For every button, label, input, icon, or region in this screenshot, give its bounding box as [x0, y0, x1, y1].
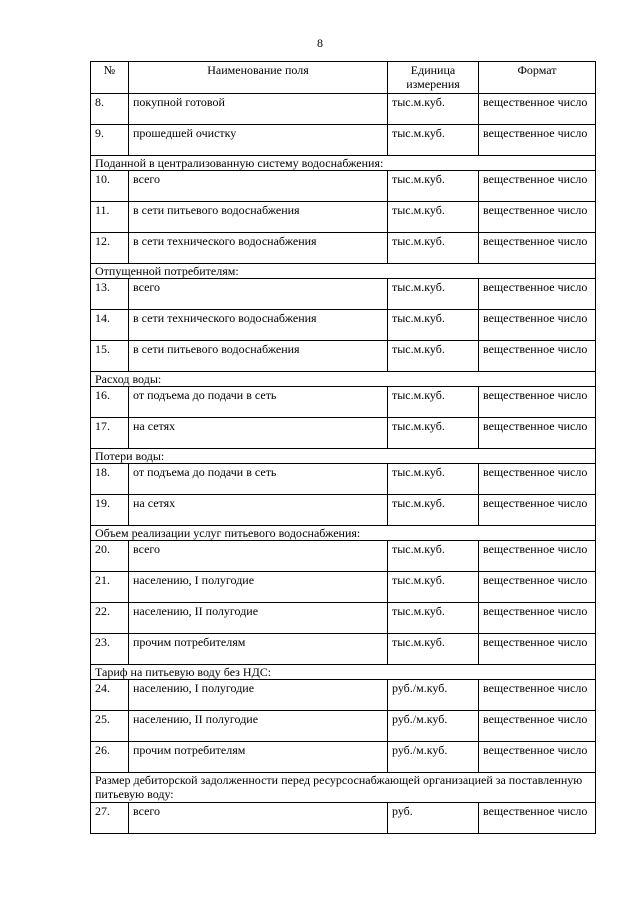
- cell-format: вещественное число: [479, 603, 596, 634]
- table-row: [91, 464, 596, 495]
- cell-num: 24.: [91, 680, 129, 711]
- cell-num: 14.: [91, 310, 129, 341]
- cell-unit: тыс.м.куб.: [388, 171, 479, 202]
- cell-format: вещественное число: [479, 572, 596, 603]
- cell-name: в сети технического водоснабжения: [129, 233, 388, 264]
- table-row: [91, 233, 596, 264]
- cell-name: в сети питьевого водоснабжения: [129, 341, 388, 372]
- cell-format: вещественное число: [479, 418, 596, 449]
- cell-num: 23.: [91, 634, 129, 665]
- section-title: Поданной в централизованную систему водоснабжения:: [91, 156, 596, 171]
- section-row: [91, 665, 596, 680]
- cell-name: населению, I полугодие: [129, 572, 388, 603]
- cell-format: вещественное число: [479, 464, 596, 495]
- table-row: [91, 310, 596, 341]
- table-row: [91, 387, 596, 418]
- section-title: Отпущенной потребителям:: [91, 264, 596, 279]
- cell-unit: тыс.м.куб.: [388, 495, 479, 526]
- header-num: №: [91, 62, 129, 94]
- cell-unit: тыс.м.куб.: [388, 387, 479, 418]
- cell-format: вещественное число: [479, 541, 596, 572]
- cell-unit: тыс.м.куб.: [388, 572, 479, 603]
- cell-num: 17.: [91, 418, 129, 449]
- section-row: [91, 264, 596, 279]
- table-row: [91, 94, 596, 125]
- cell-name: покупной готовой: [129, 94, 388, 125]
- cell-num: 11.: [91, 202, 129, 233]
- cell-name: от подъема до подачи в сеть: [129, 387, 388, 418]
- table-row: [91, 634, 596, 665]
- cell-num: 20.: [91, 541, 129, 572]
- table-row: [91, 742, 596, 773]
- table-row: [91, 572, 596, 603]
- cell-format: вещественное число: [479, 94, 596, 125]
- cell-format: вещественное число: [479, 341, 596, 372]
- section-row: [91, 773, 596, 803]
- section-row: [91, 449, 596, 464]
- section-row: [91, 372, 596, 387]
- cell-unit: тыс.м.куб.: [388, 541, 479, 572]
- table-row: [91, 279, 596, 310]
- cell-num: 15.: [91, 341, 129, 372]
- cell-name: всего: [129, 803, 388, 834]
- cell-num: 10.: [91, 171, 129, 202]
- cell-num: 12.: [91, 233, 129, 264]
- cell-format: вещественное число: [479, 279, 596, 310]
- cell-name: на сетях: [129, 418, 388, 449]
- cell-name: прошедшей очистку: [129, 125, 388, 156]
- cell-format: вещественное число: [479, 495, 596, 526]
- table-row: [91, 603, 596, 634]
- header-format: Формат: [479, 62, 596, 94]
- cell-name: населению, I полугодие: [129, 680, 388, 711]
- table-row: [91, 680, 596, 711]
- cell-num: 13.: [91, 279, 129, 310]
- section-title: Расход воды:: [91, 372, 596, 387]
- cell-num: 16.: [91, 387, 129, 418]
- cell-unit: тыс.м.куб.: [388, 125, 479, 156]
- cell-unit: тыс.м.куб.: [388, 418, 479, 449]
- cell-name: в сети питьевого водоснабжения: [129, 202, 388, 233]
- cell-num: 8.: [91, 94, 129, 125]
- table-row: [91, 495, 596, 526]
- cell-format: вещественное число: [479, 125, 596, 156]
- section-title: Размер дебиторской задолженности перед ресурсоснабжающей организацией за поставленную питьевую воду:: [91, 773, 596, 803]
- table-row: [91, 418, 596, 449]
- cell-unit: руб./м.куб.: [388, 742, 479, 773]
- cell-format: вещественное число: [479, 171, 596, 202]
- cell-name: в сети технического водоснабжения: [129, 310, 388, 341]
- cell-name: прочим потребителям: [129, 634, 388, 665]
- section-row: [91, 526, 596, 541]
- cell-format: вещественное число: [479, 711, 596, 742]
- header-name: Наименование поля: [129, 62, 388, 94]
- section-title: Тариф на питьевую воду без НДС:: [91, 665, 596, 680]
- table-row: [91, 202, 596, 233]
- table-body: [91, 94, 596, 834]
- cell-name: всего: [129, 541, 388, 572]
- table-row: [91, 711, 596, 742]
- table-row: [91, 171, 596, 202]
- section-row: [91, 156, 596, 171]
- cell-unit: тыс.м.куб.: [388, 202, 479, 233]
- cell-name: от подъема до подачи в сеть: [129, 464, 388, 495]
- cell-unit: тыс.м.куб.: [388, 634, 479, 665]
- cell-format: вещественное число: [479, 202, 596, 233]
- table-row: [91, 341, 596, 372]
- cell-num: 26.: [91, 742, 129, 773]
- cell-unit: тыс.м.куб.: [388, 279, 479, 310]
- cell-unit: тыс.м.куб.: [388, 233, 479, 264]
- cell-num: 9.: [91, 125, 129, 156]
- cell-name: населению, II полугодие: [129, 603, 388, 634]
- section-title: Объем реализации услуг питьевого водоснабжения:: [91, 526, 596, 541]
- cell-format: вещественное число: [479, 742, 596, 773]
- table-header-row: [91, 62, 596, 94]
- cell-unit: тыс.м.куб.: [388, 94, 479, 125]
- cell-num: 25.: [91, 711, 129, 742]
- cell-name: населению, II полугодие: [129, 711, 388, 742]
- cell-unit: тыс.м.куб.: [388, 310, 479, 341]
- cell-unit: руб.: [388, 803, 479, 834]
- header-unit: Единица измерения: [388, 62, 479, 94]
- cell-num: 22.: [91, 603, 129, 634]
- cell-name: всего: [129, 171, 388, 202]
- cell-num: 27.: [91, 803, 129, 834]
- cell-name: на сетях: [129, 495, 388, 526]
- cell-unit: тыс.м.куб.: [388, 341, 479, 372]
- cell-num: 19.: [91, 495, 129, 526]
- cell-format: вещественное число: [479, 387, 596, 418]
- cell-name: прочим потребителям: [129, 742, 388, 773]
- cell-num: 18.: [91, 464, 129, 495]
- table-row: [91, 541, 596, 572]
- page-number: 8: [317, 36, 323, 50]
- cell-format: вещественное число: [479, 680, 596, 711]
- fields-table: [90, 61, 596, 834]
- cell-format: вещественное число: [479, 310, 596, 341]
- cell-format: вещественное число: [479, 634, 596, 665]
- cell-unit: руб./м.куб.: [388, 711, 479, 742]
- cell-unit: тыс.м.куб.: [388, 603, 479, 634]
- cell-name: всего: [129, 279, 388, 310]
- cell-unit: тыс.м.куб.: [388, 464, 479, 495]
- table-row: [91, 125, 596, 156]
- cell-format: вещественное число: [479, 803, 596, 834]
- table-row: [91, 803, 596, 834]
- cell-unit: руб./м.куб.: [388, 680, 479, 711]
- cell-num: 21.: [91, 572, 129, 603]
- cell-format: вещественное число: [479, 233, 596, 264]
- section-title: Потери воды:: [91, 449, 596, 464]
